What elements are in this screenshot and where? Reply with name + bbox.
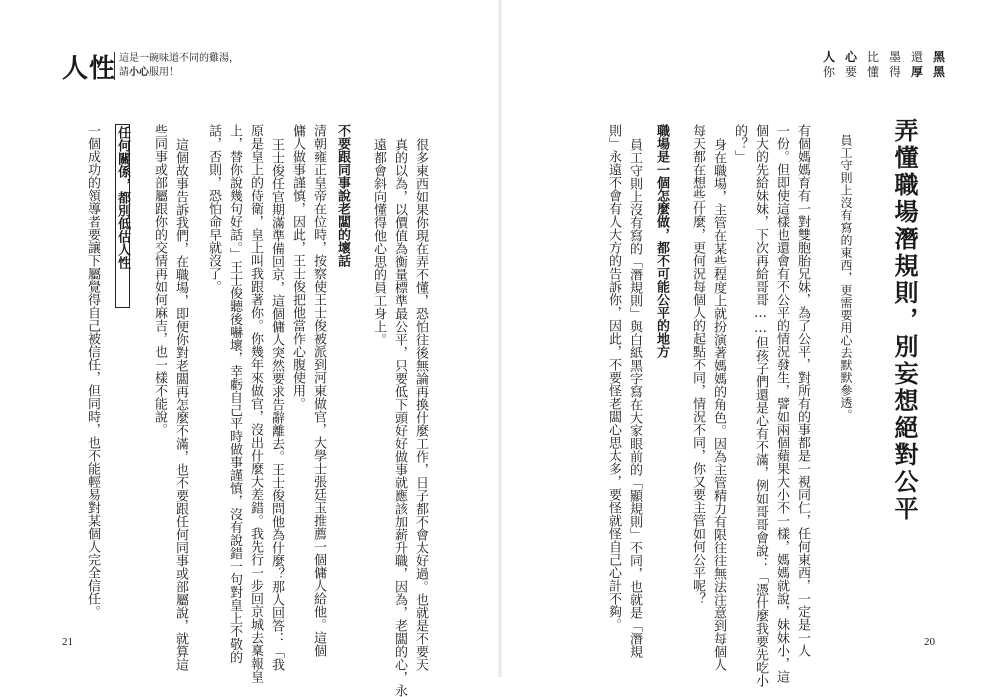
body-column: 的？」	[732, 124, 747, 163]
body-column: 很多東西如果你現在弄不懂，恐怕往後無論再換什麼工作，日子都不會太好過。也就是不要天	[413, 138, 428, 671]
body-column: 有個媽媽育有一對雙胞胎兄妹，為了公平，對所有的事都是一視同仁，任何東西，一定是一人	[795, 124, 810, 657]
header-char: 得	[888, 65, 901, 79]
body-column: 一份。但即使這樣也還會有不公平的情況發生，譬如兩個蘋果大小不一樣，媽媽就說，妹妹小，這	[774, 124, 789, 683]
header-char: 黑	[932, 65, 945, 79]
header-char: 要	[844, 65, 857, 79]
body-column: 真的以為，以價值為衡量標準最公平，只要低下頭好好做事就應該加薪升職，因為，老闆的心，永	[392, 138, 407, 697]
body-column: 上，替你說幾句好話。」王士俊聽後嚇壞，幸虧自己平時做事謹慎，沒有說錯一句對皇上不敬的	[227, 124, 242, 664]
body-column: 原是皇上的侍衛，皇上叫我跟著你。你幾年來做官，沒出什麼大差錯。我先行一步回京城去稟報皇	[248, 124, 263, 683]
body-column: 傭人做事謹慎，因此，王士俊把他當作心腹使用。	[290, 124, 305, 410]
page-number: 20	[924, 636, 935, 648]
body-column: 遠都會斜向懂得他心思的員工身上。	[371, 138, 386, 346]
header-char: 你	[822, 65, 835, 79]
section-heading: 職場是一個怎麼做，都不可能公平的地方	[654, 124, 669, 358]
header-char: 厚	[910, 65, 923, 79]
subtitle-part-b: 小心	[129, 67, 149, 78]
body-column: 每天都在想些什麼，更何況每個人的起點不同，情況不同，你又要主管如何公平呢？	[690, 124, 705, 605]
section-heading: 不要跟同事說老闆的壞話	[335, 124, 350, 267]
header-char: 比	[866, 50, 879, 64]
running-subtitle	[114, 52, 239, 80]
right-page	[500, 0, 1000, 687]
chapter-title: 弄懂職場潛規則，別妄想絕對公平	[890, 118, 919, 523]
header-char: 還	[910, 50, 923, 64]
header-char: 墨	[888, 50, 901, 64]
running-subtitle-line1: 這是一碗味道不同的雞湯，	[119, 53, 239, 64]
header-char: 黑	[932, 50, 945, 64]
running-header	[818, 50, 950, 80]
page-number: 21	[62, 636, 73, 648]
header-char: 心	[844, 50, 857, 64]
running-header-row2	[818, 65, 950, 80]
chapter-quote: 員工守則上沒有寫的東西，更需要用心去默默參透。	[839, 134, 853, 422]
running-subtitle-line2	[119, 66, 239, 80]
running-header-row1	[818, 50, 950, 65]
subtitle-part-c: 服用！	[149, 67, 179, 78]
body-column: 清朝雍正皇帝在位時，按察使王士俊被派到河東做官，大學士張廷玉推薦一個傭人給他。這個	[311, 124, 326, 657]
section-heading-boxed: 任何關係，都別低估人性	[115, 124, 130, 308]
body-column: 則」永遠不會有人大方的告訴你，因此，不要怪老闆心思太多，要怪就怪自己心計不夠。	[606, 124, 621, 631]
header-char: 懂	[866, 65, 879, 79]
body-column: 王士俊任官期滿準備回京，這個傭人突然要求告辭離去。王士俊問他為什麼？那人回答：「我	[269, 138, 284, 671]
header-char: 人	[822, 50, 835, 64]
body-column: 一個成功的領導者要讓下屬覺得自己被信任，但同時，也不能輕易對某個人完全信任。	[85, 124, 100, 618]
body-column: 話，否則，恐怕命早就沒了。	[206, 124, 221, 293]
body-column: 身在職場，主管在某些程度上就扮演著媽媽的角色。因為主管精力有限往往無法注意到每個人	[711, 138, 726, 671]
body-column: 個大的先給妹妹，下次再給哥哥……但孩子們還是心有不滿，例如哥哥會說：「憑什麼我要先吃小	[753, 124, 768, 687]
body-column: 員工守則上沒有寫的「潛規則」與白紙黑字寫在大家眼前的「顯規則」不同，也就是「潛規	[627, 138, 642, 658]
body-column: 些同事或部屬跟你的交情再如何麻吉，也一樣不能說。	[152, 124, 167, 436]
running-title: 人性	[62, 54, 117, 84]
body-column: 這個故事告訴我們，在職場，即便你對老闆再怎麼不滿，也不要跟任何同事或部屬說，就算這	[173, 138, 188, 671]
subtitle-part-a: 請	[119, 67, 129, 78]
